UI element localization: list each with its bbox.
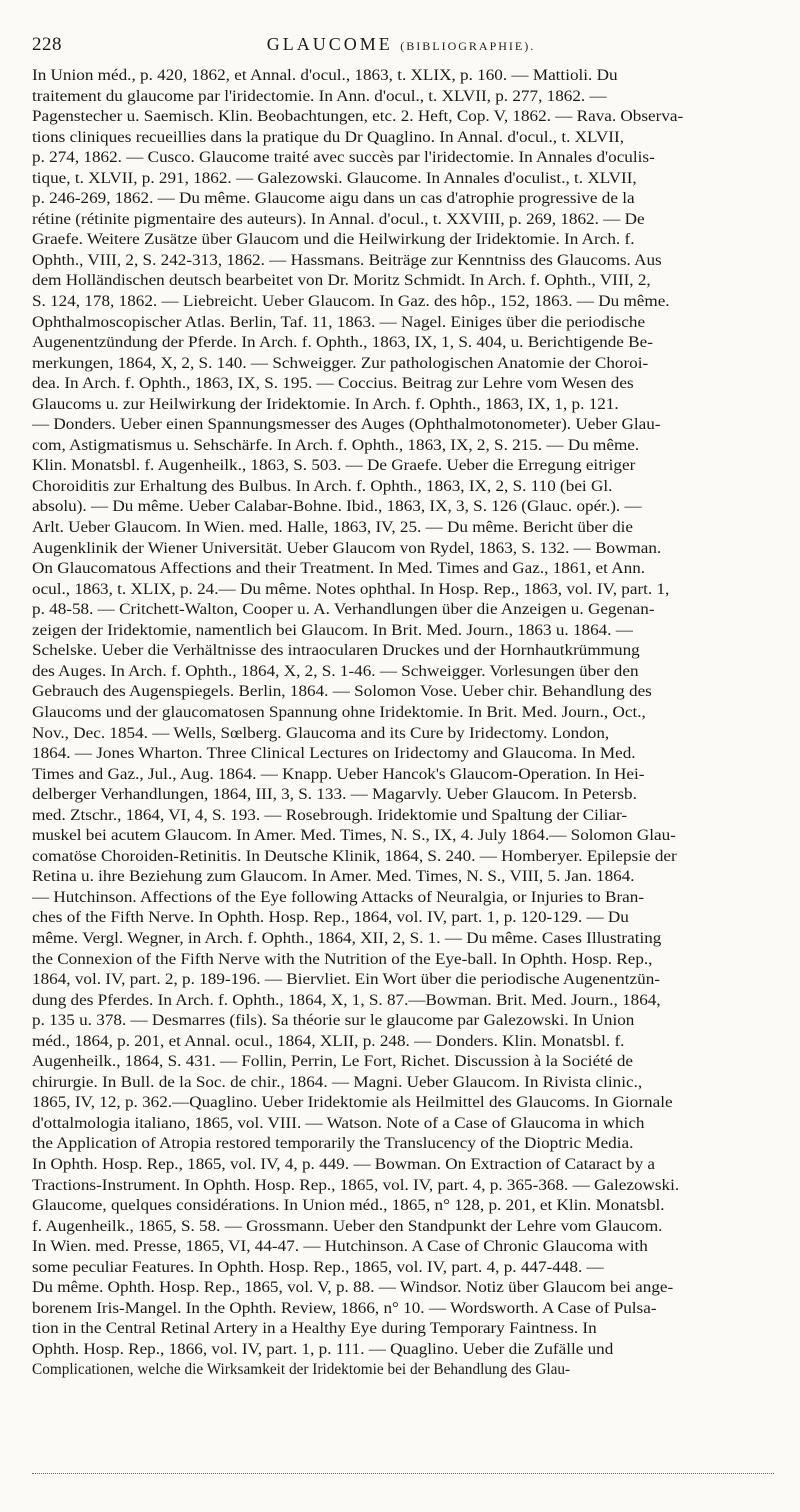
text-line-content: f. Augenheilk., 1865, S. 58. — Grossmann. Ueber den Standpunkt der Lehre vom Glaucom. [32, 1217, 663, 1235]
text-line-content: dem Holländischen deutsch bearbeitet von Dr. Moritz Schmidt. In Arch. f. Ophth., VIII, 2, [32, 272, 651, 290]
text-line [32, 1258, 774, 1279]
text-line-content: Glaucoms u. zur Heilwirkung der Iridektomie. In Arch. f. Ophth., 1863, IX, 1, p. 121. [32, 395, 619, 413]
text-line-content: In Ophth. Hosp. Rep., 1865, vol. IV, 4, p. 449. — Bowman. On Extraction of Cataract by a [32, 1155, 656, 1173]
text-line-content: traitement du glaucome par l'iridectomie. In Ann. d'ocul., t. XLVII, p. 277, 1862. — [32, 87, 607, 105]
text-line-content: the Application of Atropia restored temporarily the Translucency of the Dioptric Media. [32, 1135, 634, 1153]
text-line [32, 1073, 774, 1094]
text-line-content: borenem Iris-Mangel. In the Ophth. Review, 1866, n° 10. — Wordsworth. A Case of Pulsa- [32, 1299, 657, 1317]
text-line [32, 1176, 774, 1197]
text-line-content: Ophth. Hosp. Rep., 1866, vol. IV, part. 1, p. 111. — Quaglino. Ueber die Zufälle und [32, 1340, 614, 1358]
text-line [32, 313, 774, 334]
text-line [32, 395, 774, 416]
text-line [32, 991, 774, 1012]
text-line-content: On Glaucomatous Affections and their Treatment. In Med. Times and Gaz., 1861, et Ann. [32, 560, 646, 578]
running-title [32, 34, 770, 55]
text-line [32, 580, 774, 601]
bibliography-text [32, 66, 774, 1381]
text-line [32, 950, 774, 971]
text-line [32, 107, 774, 128]
text-line-content: the Connexion of the Fifth Nerve with the Nutrition of the Eye-ball. In Ophth. Hosp. Rep., [32, 950, 653, 968]
text-line-content: merkungen, 1864, X, 2, S. 140. — Schweigger. Zur pathologischen Anatomie der Choroi- [32, 354, 649, 372]
text-line-content: zeigen der Iridektomie, namentlich bei Glaucom. In Brit. Med. Journ., 1863 u. 1864. — [32, 621, 633, 639]
text-line [32, 847, 774, 868]
text-line [32, 1093, 774, 1114]
text-line-content: p. 246-269, 1862. — Du même. Glaucome aigu dans un cas d'atrophie progressive de la [32, 190, 635, 208]
text-line-content: 1865, IV, 12, p. 362.—Quaglino. Ueber Iridektomie als Heilmittel des Glaucoms. In Giornale [32, 1094, 673, 1112]
text-line [32, 169, 774, 190]
text-line-content: rétine (rétinite pigmentaire des auteurs). In Annal. d'ocul., t. XXVIII, p. 269, 1862. — De [32, 210, 645, 228]
text-line-content: In Wien. med. Presse, 1865, VI, 44-47. — Hutchinson. A Case of Chronic Glaucoma with [32, 1238, 648, 1256]
page-header [32, 34, 770, 56]
text-line [32, 128, 774, 149]
text-line [32, 1340, 774, 1361]
text-line-content: Ophth., VIII, 2, S. 242-313, 1862. — Hassmans. Beiträge zur Kenntniss des Glaucoms. Aus [32, 251, 662, 269]
text-line [32, 621, 774, 642]
text-line [32, 333, 774, 354]
text-line-content: Glaucome, quelques considérations. In Union méd., 1865, n° 128, p. 201, et Klin. Monatsbl. [32, 1197, 665, 1215]
text-line-content: 1864, vol. IV, part. 2, p. 189-196. — Biervliet. Ein Wort über die periodische Augenentzün- [32, 971, 660, 989]
text-line [32, 1217, 774, 1238]
text-line-content: Ophthalmoscopischer Atlas. Berlin, Taf. 11, 1863. — Nagel. Einiges über die periodische [32, 313, 646, 331]
text-line-content: p. 135 u. 378. — Desmarres (fils). Sa théorie sur le glaucome par Galezowski. In Union [32, 1012, 635, 1030]
text-line [32, 929, 774, 950]
text-line-content: Schelske. Ueber die Verhältnisse des intraocularen Druckes und der Hornhautkrümmung [32, 642, 640, 660]
text-line [32, 724, 774, 745]
text-line [32, 87, 774, 108]
text-line [32, 1032, 774, 1053]
text-line [32, 682, 774, 703]
text-line [32, 415, 774, 436]
text-line-content: tique, t. XLVII, p. 291, 1862. — Galezowski. Glaucome. In Annales d'oculist., t. XLVII, [32, 169, 637, 187]
text-line [32, 785, 774, 806]
text-line [32, 518, 774, 539]
text-line-content: Klin. Monatsbl. f. Augenheilk., 1863, S. 503. — De Graefe. Ueber die Erregung eitriger [32, 457, 636, 475]
text-line-content: 1864. — Jones Wharton. Three Clinical Lectures on Iridectomy and Glaucoma. In Med. [32, 745, 636, 763]
text-line-content: absolu). — Du même. Ueber Calabar-Bohne. Ibid., 1863, IX, 3, S. 126 (Glauc. opér.). — [32, 498, 642, 516]
text-line-content: delberger Verhandlungen, 1864, III, 3, S. 133. — Magarvly. Ueber Glaucom. In Petersb. [32, 786, 637, 804]
text-line [32, 1319, 774, 1340]
text-line [32, 189, 774, 210]
text-line [32, 1011, 774, 1032]
text-line-content: des Auges. In Arch. f. Ophth., 1864, X, 2, S. 1-46. — Schweigger. Vorlesungen über den [32, 662, 639, 680]
text-line-content: méd., 1864, p. 201, et Annal. ocul., 1864, XLII, p. 248. — Donders. Klin. Monatsbl. f. [32, 1032, 625, 1050]
footer-rule [32, 1473, 774, 1476]
text-line [32, 888, 774, 909]
text-line [32, 1196, 774, 1217]
running-title-main: GLAUCOME [266, 34, 393, 54]
text-line-content: Augenklinik der Wiener Universität. Ueber Glaucom von Rydel, 1863, S. 132. — Bowman. [32, 539, 662, 557]
text-line-content: Nov., Dec. 1854. — Wells, Sœlberg. Glaucoma and its Cure by Iridectomy. London, [32, 724, 610, 742]
text-line [32, 477, 774, 498]
text-line [32, 867, 774, 888]
text-line-content: com, Astigmatismus u. Sehschärfe. In Arch. f. Ophth., 1863, IX, 2, S. 215. — Du même. [32, 436, 640, 454]
text-line [32, 559, 774, 580]
text-line-content: med. Ztschr., 1864, VI, 4, S. 193. — Rosebrough. Iridektomie und Spaltung der Ciliar- [32, 806, 628, 824]
text-line [32, 662, 774, 683]
page-number: 228 [32, 34, 62, 55]
text-line [32, 970, 774, 991]
text-line [32, 1299, 774, 1320]
text-line-content: Arlt. Ueber Glaucom. In Wien. med. Halle, 1863, IV, 25. — Du même. Bericht über die [32, 519, 634, 537]
text-line [32, 1237, 774, 1258]
text-line-content: d'ottalmologia italiano, 1865, vol. VIII. — Watson. Note of a Case of Glaucoma in which [32, 1114, 645, 1132]
text-line-content: comatöse Choroiden-Retinitis. In Deutsche Klinik, 1864, S. 240. — Homberyer. Epilepsie der [32, 847, 677, 865]
text-line [32, 703, 774, 724]
text-line [32, 1114, 774, 1135]
text-line-content: — Hutchinson. Affections of the Eye following Attacks of Neuralgia, or Injuries to Bran- [32, 888, 645, 906]
text-line [32, 271, 774, 292]
text-line-content: Pagenstecher u. Saemisch. Klin. Beobachtungen, etc. 2. Heft, Cop. V, 1862. — Rava. Observa- [32, 108, 684, 126]
text-line [32, 374, 774, 395]
text-line [32, 806, 774, 827]
text-line [32, 1134, 774, 1155]
text-line [32, 908, 774, 929]
text-line [32, 292, 774, 313]
text-line-content: Graefe. Weitere Zusätze über Glaucom und die Heilwirkung der Iridektomie. In Arch. f. [32, 231, 635, 249]
text-line-content: ocul., 1863, t. XLIX, p. 24.— Du même. Notes ophthal. In Hosp. Rep., 1863, vol. IV, part. 1, [32, 580, 670, 598]
text-line [32, 1052, 774, 1073]
text-line [32, 1360, 774, 1381]
text-line [32, 826, 774, 847]
text-line [32, 600, 774, 621]
text-line-content: Gebrauch des Augenspiegels. Berlin, 1864. — Solomon Vose. Ueber chir. Behandlung des [32, 683, 652, 701]
text-line [32, 230, 774, 251]
text-line-content: muskel bei acutem Glaucom. In Amer. Med. Times, N. S., IX, 4. July 1864.— Solomon Glau- [32, 827, 676, 845]
text-line-content: Choroiditis zur Erhaltung des Bulbus. In Arch. f. Ophth., 1863, IX, 2, S. 110 (bei Gl. [32, 477, 613, 495]
text-line-content: — Donders. Ueber einen Spannungsmesser des Auges (Ophthalmotonometer). Ueber Glau- [32, 416, 661, 434]
text-line-content: dea. In Arch. f. Ophth., 1863, IX, S. 195. — Coccius. Beitrag zur Lehre vom Wesen des [32, 375, 634, 393]
text-line-content: Complicationen, welche die Wirksamkeit der Iridektomie bei der Behandlung des Glau- [32, 1361, 571, 1379]
running-title-sub: (BIBLIOGRAPHIE). [400, 39, 536, 53]
text-line-content: Retina u. ihre Beziehung zum Glaucom. In Amer. Med. Times, N. S., VIII, 5. Jan. 1864. [32, 868, 635, 886]
text-line-content: ches of the Fifth Nerve. In Ophth. Hosp. Rep., 1864, vol. IV, part. 1, p. 120-129. — Du [32, 909, 629, 927]
text-line-content: p. 48-58. — Critchett-Walton, Cooper u. A. Verhandlungen über die Anzeigen u. Gegenan- [32, 601, 655, 619]
text-line-content: Augenheilk., 1864, S. 431. — Follin, Perrin, Le Fort, Richet. Discussion à la Société de [32, 1053, 634, 1071]
text-line-content: In Union méd., p. 420, 1862, et Annal. d'ocul., 1863, t. XLIX, p. 160. — Mattioli. Du [32, 67, 618, 84]
text-line-content: p. 274, 1862. — Cusco. Glaucome traité avec succès par l'iridectomie. In Annales d'oculis- [32, 149, 655, 167]
text-line-content: dung des Pferdes. In Arch. f. Ophth., 1864, X, 1, S. 87.—Bowman. Brit. Med. Journ., 1864, [32, 991, 661, 1009]
text-line-content: tions cliniques recueillies dans la pratique du Dr Quaglino. In Annal. d'ocul., t. XLVII, [32, 128, 624, 146]
text-line [32, 354, 774, 375]
text-line-content: Augenentzündung der Pferde. In Arch. f. Ophth., 1863, IX, 1, S. 404, u. Berichtigende Be- [32, 334, 653, 352]
text-line [32, 210, 774, 231]
text-line-content: même. Vergl. Wegner, in Arch. f. Ophth., 1864, XII, 2, S. 1. — Du même. Cases Illustrating [32, 929, 662, 947]
text-line-content: S. 124, 178, 1862. — Liebreicht. Ueber Glaucom. In Gaz. des hôp., 152, 1863. — Du même. [32, 293, 670, 311]
text-line [32, 148, 774, 169]
text-line [32, 251, 774, 272]
text-line [32, 1155, 774, 1176]
text-line [32, 436, 774, 457]
text-line [32, 456, 774, 477]
text-line [32, 539, 774, 560]
text-line-content: Glaucoms und der glaucomatosen Spannung ohne Iridektomie. In Brit. Med. Journ., Oct., [32, 703, 646, 721]
text-line-content: Times and Gaz., Jul., Aug. 1864. — Knapp. Ueber Hancok's Glaucom-Operation. In Hei- [32, 765, 645, 783]
text-line-content: some peculiar Features. In Ophth. Hosp. Rep., 1865, vol. IV, part. 4, p. 447-448. — [32, 1258, 604, 1276]
text-line-content: tion in the Central Retinal Artery in a Healthy Eye during Temporary Faintness. In [32, 1320, 597, 1338]
text-line [32, 497, 774, 518]
text-line-content: Tractions-Instrument. In Ophth. Hosp. Rep., 1865, vol. IV, part. 4, p. 365-368. — Galezowski. [32, 1176, 680, 1194]
text-line [32, 66, 774, 87]
text-line [32, 744, 774, 765]
text-line-content: Du même. Ophth. Hosp. Rep., 1865, vol. V, p. 88. — Windsor. Notiz über Glaucom bei ange- [32, 1279, 674, 1297]
text-line-content: chirurgie. In Bull. de la Soc. de chir., 1864. — Magni. Ueber Glaucom. In Rivista clinic., [32, 1073, 643, 1091]
text-line [32, 641, 774, 662]
text-line [32, 1278, 774, 1299]
text-line [32, 765, 774, 786]
